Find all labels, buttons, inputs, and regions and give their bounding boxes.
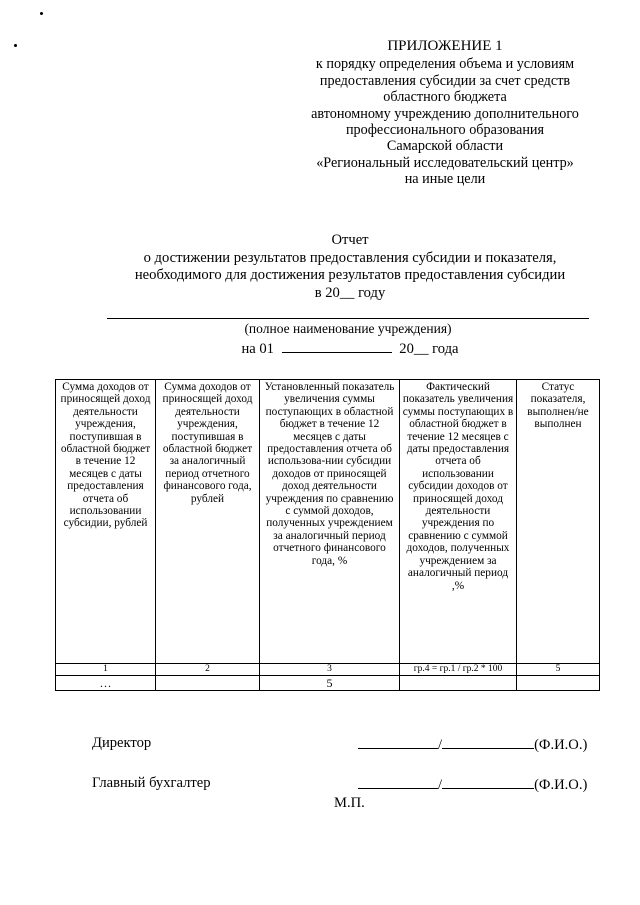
appendix-line: на иные цели: [404, 171, 486, 188]
scan-dot: [14, 44, 17, 47]
stamp-place: М.П.: [334, 795, 365, 811]
report-title: Отчет: [331, 232, 369, 248]
report-subtitle-line: о достижении результатов предоставления субсидии и показателя,: [143, 249, 557, 266]
appendix-line: профессионального образования: [345, 122, 545, 139]
header-cell: Статус показателя, выполнен/не выполнен: [517, 380, 600, 664]
header-cell: Сумма доходов от приносящей доход деятельности учреждения, поступившая в областной бюджет в течение 12 месяцев с даты предоставления отчета об использовании субсидии, рублей: [56, 380, 156, 664]
appendix-line: к порядку определения объема и условиям: [315, 56, 575, 73]
director-label: Директор: [92, 735, 152, 751]
org-name-line: [107, 318, 589, 319]
org-name-caption: (полное наименование учреждения): [244, 321, 452, 336]
name-blank: [442, 775, 534, 789]
table-row: [56, 676, 600, 691]
report-table: [55, 379, 600, 691]
table-cell: …: [56, 676, 156, 691]
accountant-label: Главный бухгалтер: [92, 775, 211, 791]
scan-dot: [40, 12, 43, 15]
column-number: 2: [156, 664, 260, 676]
report-heading: [60, 232, 640, 302]
appendix-header: [290, 38, 600, 188]
date-blank: [282, 340, 392, 353]
signature-blank: [358, 775, 438, 789]
table-header-row: [56, 380, 600, 664]
signature-slash: /: [438, 777, 443, 793]
column-number-row: [56, 664, 600, 676]
report-date: [150, 340, 550, 358]
column-number: гр.4 = гр.1 / гр.2 * 100: [400, 664, 517, 676]
report-subtitle-line: необходимого для достижения результатов предоставления субсидии: [134, 267, 566, 284]
table-cell: [517, 676, 600, 691]
appendix-line: «Региональный исследовательский центр»: [316, 154, 574, 171]
appendix-title: ПРИЛОЖЕНИЕ 1: [387, 38, 503, 54]
header-cell: Фактический показатель увеличения суммы поступающих в областной бюджет в течение 12 месяцев с даты предоставления отчета об использовании субсидии доходов от приносящей доход деятельности учреждения по сравнению с суммой доходов, полученных учреждением за аналогичный период ,%: [400, 380, 517, 664]
name-blank: [442, 735, 534, 749]
accountant-signature-line: [358, 775, 600, 794]
table-cell: 5: [260, 676, 400, 691]
table-cell: [400, 676, 517, 691]
appendix-line: автономному учреждению дополнительного: [311, 105, 579, 122]
fio-label: (Ф.И.О.): [534, 737, 588, 753]
column-number: 3: [260, 664, 400, 676]
date-year: 20__ года: [399, 341, 459, 357]
date-prefix: на 01: [241, 341, 274, 357]
header-cell: Установленный показатель увеличения суммы поступающих в областной бюджет в течение 12 месяцев с даты предоставления отчета об использова-нии субсидии доходов от приносящей доход деятельности учреждения по сравнению с суммой доходов, полученных учреждением за аналогичный период отчетного финансового года, %: [260, 380, 400, 664]
table-cell: [156, 676, 260, 691]
header-cell: Сумма доходов от приносящей доход деятельности учреждения, поступившая в областной бюджет за аналогичный период отчетного финансового года, рублей: [156, 380, 260, 664]
report-year: в 20__ году: [314, 284, 386, 301]
director-signature-line: [358, 735, 600, 754]
column-number: 1: [56, 664, 156, 676]
signature-blank: [358, 735, 438, 749]
appendix-line: Самарской области: [386, 138, 504, 155]
appendix-line: предоставления субсидии за счет средств: [319, 72, 571, 89]
signature-slash: /: [438, 737, 443, 753]
column-number: 5: [517, 664, 600, 676]
fio-label: (Ф.И.О.): [534, 777, 588, 793]
appendix-line: областного бюджета: [383, 89, 507, 106]
